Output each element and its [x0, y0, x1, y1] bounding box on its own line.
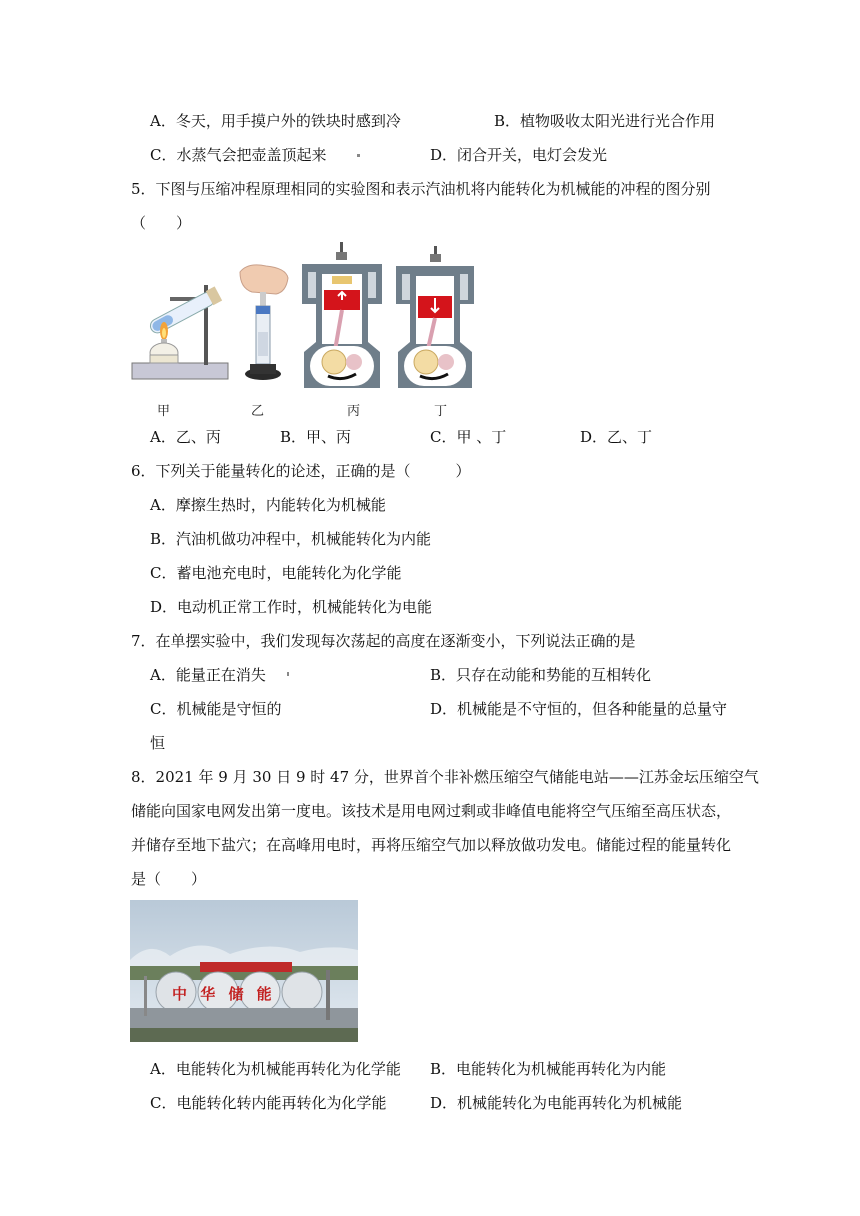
- q6-option-c: C．蓄电池充电时，电能转化为化学能: [150, 564, 402, 582]
- q4-option-c: C．水蒸气会把壶盖顶起来: [150, 146, 327, 164]
- q8-stem-line-1: 8．2021 年 9 月 30 日 9 时 47 分，世界首个非补燃压缩空气储能电站——江苏金坛压缩空气: [131, 768, 759, 786]
- q5-option-c: C．甲 、丁: [430, 428, 507, 446]
- caption-bing: 丙: [347, 404, 361, 419]
- station-sign: 中 华 储 能: [172, 985, 276, 1003]
- photo-storage-station: [130, 900, 358, 1042]
- caption-jia: 甲: [157, 404, 171, 419]
- q5-option-a: A．乙、丙: [150, 428, 221, 446]
- q7-option-d-continued: 恒: [150, 734, 166, 752]
- q4-option-b: B．植物吸收太阳光进行光合作用: [494, 112, 716, 130]
- q7-stem: 7．在单摆实验中，我们发现每次荡起的高度在逐渐变小，下列说法正确的是: [131, 632, 636, 650]
- q8-option-c: C．电能转化转内能再转化为化学能: [150, 1094, 387, 1112]
- q7-option-d: D．机械能是不守恒的，但各种能量的总量守: [430, 700, 728, 718]
- figure-bing-engine-stroke: [298, 242, 386, 392]
- q6-option-a: A．摩擦生热时，内能转化为机械能: [150, 496, 386, 514]
- q8-option-a: A．电能转化为机械能再转化为化学能: [150, 1060, 401, 1078]
- q5-paren: （ ）: [131, 214, 192, 232]
- q4-option-a: A．冬天，用手摸户外的铁块时感到冷: [150, 112, 401, 130]
- q5-stem: 5．下图与压缩冲程原理相同的实验图和表示汽油机将内能转化为机械能的冲程的图分别: [131, 180, 711, 198]
- q5-option-b: B．甲、丙: [280, 428, 352, 446]
- q8-stem-line-2: 储能向国家电网发出第一度电。该技术是用电网过剩或非峰值电能将空气压缩至高压状态，: [131, 802, 732, 820]
- q6-stem: 6．下列关于能量转化的论述，正确的是（ ）: [131, 462, 471, 480]
- q8-stem-line-3: 并储存至地下盐穴；在高峰用电时，再将压缩空气加以释放做功发电。储能过程的能量转化: [131, 836, 732, 854]
- q7-option-c: C．机械能是守恒的: [150, 700, 282, 718]
- stray-mark: [287, 672, 289, 676]
- caption-ding: 丁: [434, 404, 448, 419]
- figure-ding-engine-stroke: [392, 246, 478, 392]
- q4-option-d: D．闭合开关，电灯会发光: [430, 146, 608, 164]
- q8-stem-line-4: 是（ ）: [131, 870, 207, 888]
- q5-option-d: D．乙、丁: [580, 428, 653, 446]
- q6-option-d: D．电动机正常工作时，机械能转化为电能: [150, 598, 433, 616]
- caption-yi: 乙: [251, 404, 265, 419]
- stray-mark: [357, 154, 360, 157]
- q7-option-a: A．能量正在消失: [150, 666, 266, 684]
- q8-option-d: D．机械能转化为电能再转化为机械能: [430, 1094, 683, 1112]
- q7-option-b: B．只存在动能和势能的互相转化: [430, 666, 652, 684]
- figure-jia-test-tube-heating: [130, 275, 230, 383]
- figure-yi-air-compression: [236, 262, 292, 386]
- q6-option-b: B．汽油机做功冲程中，机械能转化为内能: [150, 530, 432, 548]
- q8-option-b: B．电能转化为机械能再转化为内能: [430, 1060, 667, 1078]
